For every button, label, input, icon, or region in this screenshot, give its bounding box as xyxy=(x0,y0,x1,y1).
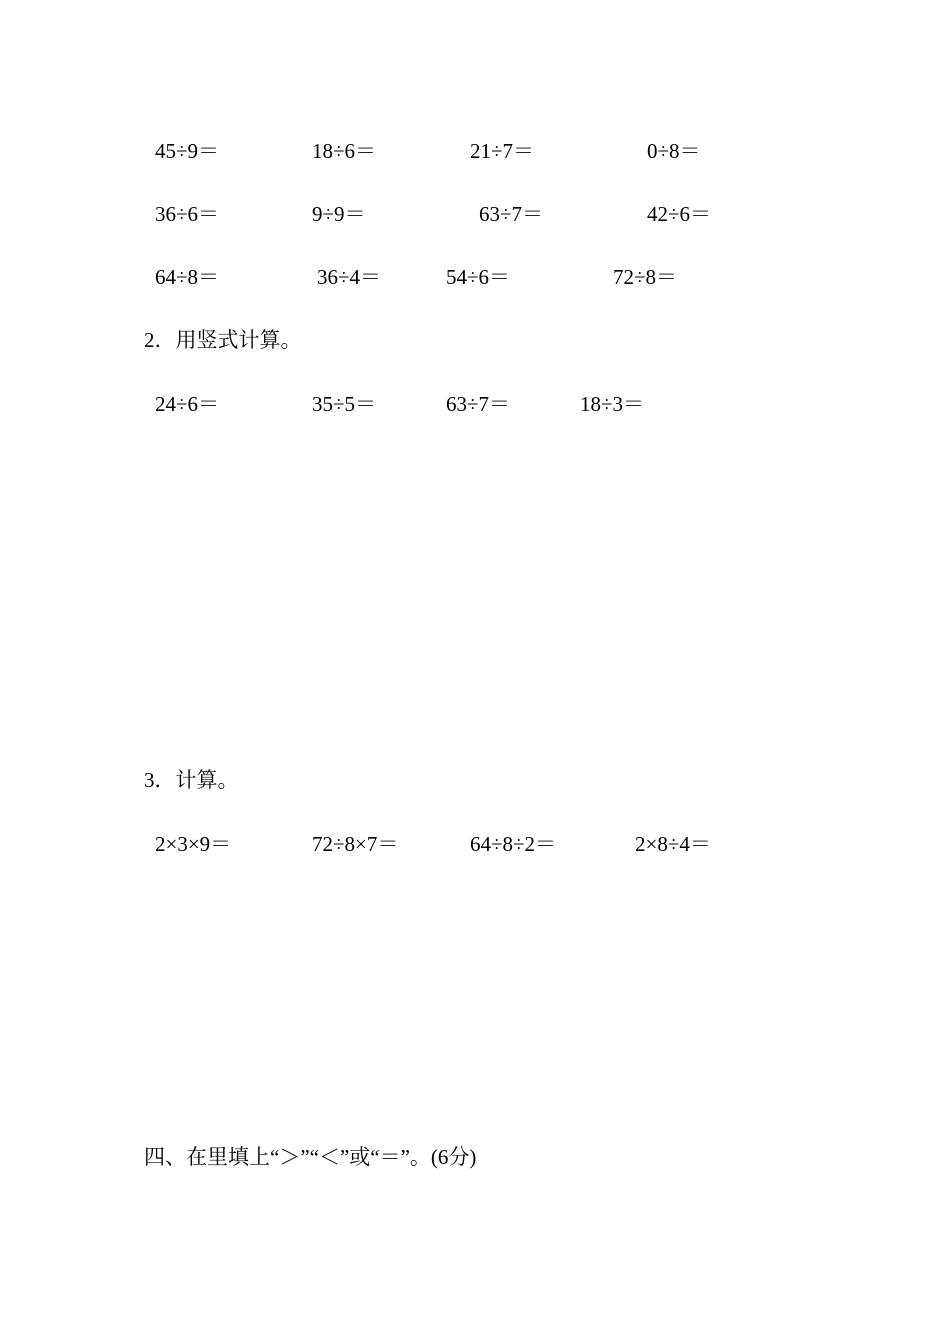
problem-3-4: 72÷8＝ xyxy=(613,265,678,289)
vertical-problem-4: 18÷3＝ xyxy=(580,392,645,416)
problem-2-1: 36÷6＝ xyxy=(155,202,220,226)
problem-1-2: 18÷6＝ xyxy=(312,139,377,163)
section-2-title: 2．用竖式计算。 xyxy=(144,328,302,352)
problem-1-3: 21÷7＝ xyxy=(470,139,535,163)
problem-1-1: 45÷9＝ xyxy=(155,139,220,163)
problem-2-3: 63÷7＝ xyxy=(479,202,544,226)
problem-3-3: 54÷6＝ xyxy=(446,265,511,289)
mixed-problem-2: 72÷8×7＝ xyxy=(312,832,399,856)
problem-3-1: 64÷8＝ xyxy=(155,265,220,289)
problem-3-2: 36÷4＝ xyxy=(317,265,382,289)
mixed-problem-3: 64÷8÷2＝ xyxy=(470,832,557,856)
mixed-problem-1: 2×3×9＝ xyxy=(155,832,232,856)
vertical-problem-1: 24÷6＝ xyxy=(155,392,220,416)
mixed-problem-4: 2×8÷4＝ xyxy=(635,832,711,856)
problem-2-4: 42÷6＝ xyxy=(647,202,712,226)
problem-1-4: 0÷8＝ xyxy=(647,139,701,163)
vertical-problem-2: 35÷5＝ xyxy=(312,392,377,416)
section-4-title: 四、在里填上“＞”“＜”或“＝”。(6分) xyxy=(144,1145,477,1169)
problem-2-2: 9÷9＝ xyxy=(312,202,366,226)
vertical-problem-3: 63÷7＝ xyxy=(446,392,511,416)
section-3-title: 3．计算。 xyxy=(144,768,239,792)
